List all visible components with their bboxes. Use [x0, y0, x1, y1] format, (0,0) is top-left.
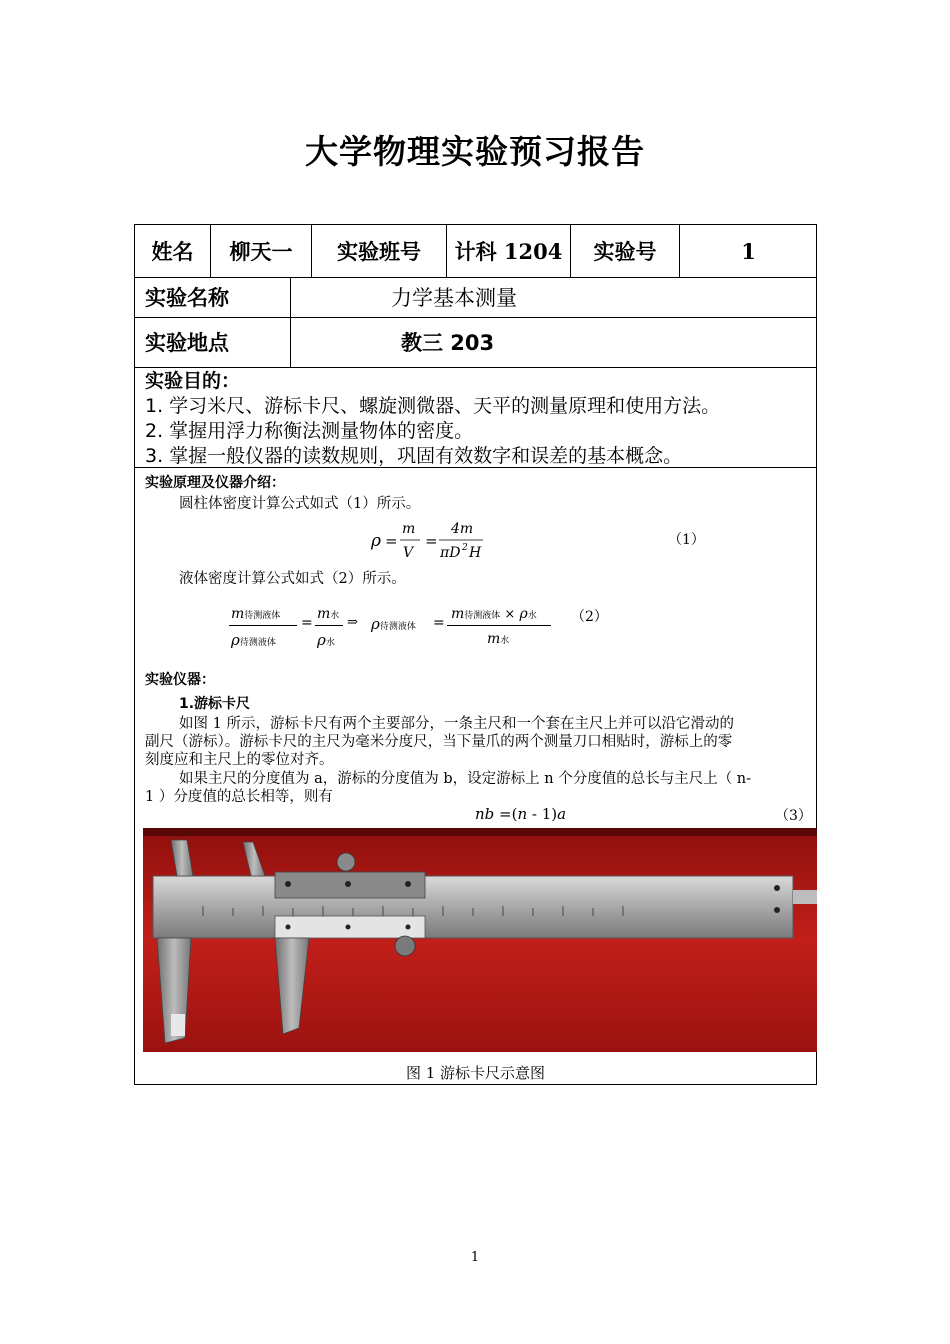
- vernier-caliper-photo: [143, 828, 817, 1052]
- report-table: [134, 224, 817, 1085]
- sub-liquid: 待测液体: [379, 622, 416, 632]
- purpose-section: [145, 369, 720, 469]
- vernier-para1-line1: 如图 1 所示，游标卡尺有两个主要部分，一条主尺和一个套在主尺上并可以沿它滑动的: [179, 716, 734, 732]
- svg-text:=: =: [385, 532, 398, 550]
- sub-water: 水: [527, 611, 537, 621]
- purpose-item: 2. 掌握用浮力称衡法测量物体的密度。: [145, 420, 474, 442]
- formula3-tag: （3）: [775, 808, 812, 824]
- formula1-tag: （1）: [668, 532, 705, 548]
- sub-liquid: 待测液体: [464, 611, 501, 621]
- formula-3: nb =(n - 1)a: [475, 805, 567, 823]
- instrument-heading: 实验仪器：: [145, 672, 215, 688]
- formula2-intro: 液体密度计算公式如式（2）所示。: [179, 571, 406, 587]
- svg-text:m: m: [402, 521, 416, 537]
- formula2-tag: （2）: [571, 609, 608, 625]
- exp-place-label: 实验地点: [145, 331, 229, 355]
- sub-water: 水: [500, 636, 510, 646]
- sub-water: 水: [325, 638, 335, 648]
- purpose-item: 1. 学习米尺、游标卡尺、螺旋测微器、天平的测量原理和使用方法。: [145, 395, 721, 417]
- svg-text:2: 2: [462, 543, 468, 553]
- svg-text:H: H: [469, 545, 482, 561]
- vernier-para1-line3: 刻度应和主尺上的零位对齐。: [145, 752, 334, 768]
- class-label: 实验班号: [337, 240, 421, 264]
- col-divider: [290, 277, 291, 367]
- class-value: 计科 1204: [454, 239, 563, 264]
- svg-text:4m: 4m: [451, 521, 474, 537]
- svg-text:πD: πD: [440, 545, 461, 561]
- sub-water: 水: [330, 611, 340, 621]
- name-label: 姓名: [151, 240, 194, 264]
- purpose-item: 3. 掌握一般仪器的读数规则，巩固有效数字和误差的基本概念。: [145, 445, 683, 467]
- vernier-para2-line2: 1 ）分度值的总长相等，则有: [145, 789, 333, 805]
- vernier-para2-line1: 如果主尺的分度值为 a，游标的分度值为 b，设定游标上 n 个分度值的总长与主尺上（ n-: [179, 771, 752, 787]
- vernier-para1-line2: 副尺（游标）。游标卡尺的主尺为毫米分度尺，当下量爪的两个测量刀口相贴时，游标上的零: [145, 734, 733, 750]
- name-value: 柳天一: [229, 240, 293, 264]
- document-title: 大学物理实验预习报告: [305, 132, 645, 171]
- page-number: 1: [470, 1250, 480, 1265]
- vernier-caliper-illustration: [143, 828, 817, 1052]
- exp-name-label: 实验名称: [145, 286, 229, 310]
- sub-liquid: 待测液体: [239, 638, 276, 648]
- formula-1: [365, 517, 525, 565]
- principle-heading: 实验原理及仪器介绍：: [145, 475, 285, 491]
- exp-name-value: 力学基本测量: [391, 286, 517, 310]
- svg-text:V: V: [403, 545, 414, 561]
- exp-place-value: 教三 203: [401, 331, 495, 355]
- formula-2: m待测液体 ρ待测液体 = m水 ρ水 ⇒ ρ待测液体 = m待测液体 × ρ水 m水: [225, 603, 565, 655]
- purpose-heading: 实验目的：: [145, 370, 241, 392]
- formula1-intro: 圆柱体密度计算公式如式（1）所示。: [179, 496, 421, 512]
- figure-caption: 图 1 游标卡尺示意图: [405, 1064, 546, 1082]
- svg-text:=: =: [425, 532, 438, 550]
- sub-liquid: 待测液体: [244, 611, 281, 621]
- row-divider: [135, 367, 816, 368]
- vernier-heading: 1.游标卡尺: [179, 696, 251, 712]
- exp-no-value: 1: [741, 238, 756, 264]
- svg-text:ρ: ρ: [371, 531, 381, 551]
- exp-no-label: 实验号: [593, 240, 657, 264]
